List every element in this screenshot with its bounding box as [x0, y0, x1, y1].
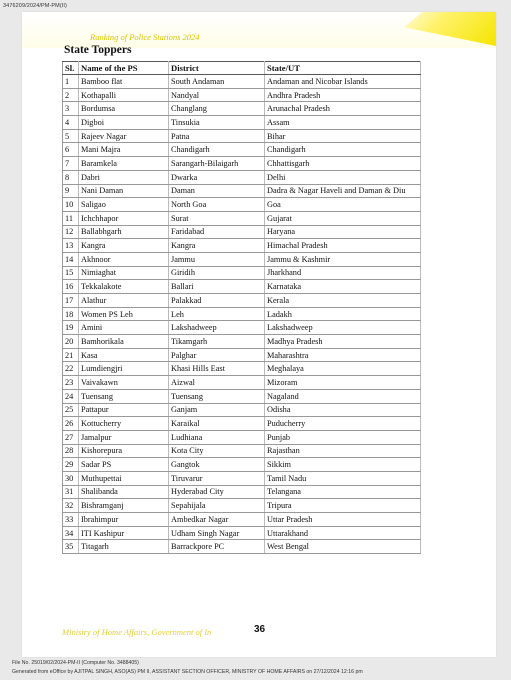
row-serial: 29	[63, 458, 79, 472]
row-state: Uttar Pradesh	[265, 513, 421, 527]
row-serial: 11	[63, 211, 79, 225]
table-row	[63, 526, 421, 540]
row-ps-name: Bordumsa	[79, 102, 169, 116]
row-district: Ballari	[169, 280, 265, 294]
row-state: Nagaland	[265, 389, 421, 403]
row-serial: 17	[63, 294, 79, 308]
table-row	[63, 252, 421, 266]
row-serial: 25	[63, 403, 79, 417]
column-header-sl: Sl.	[63, 62, 79, 75]
row-district: Tiruvarur	[169, 471, 265, 485]
row-state: Meghalaya	[265, 362, 421, 376]
row-district: Palghar	[169, 348, 265, 362]
table-row	[63, 430, 421, 444]
row-district: Ganjam	[169, 403, 265, 417]
row-state: Himachal Pradesh	[265, 239, 421, 253]
row-state: Lakshadweep	[265, 321, 421, 335]
generated-by-line: Generated from eOffice by AJITPAL SINGH, ASO(AS) PM II, ASSISTANT SECTION OFFICER, MINISTRY OF HOME AFFAIRS on 27/12/2024 12:16 pm	[12, 669, 363, 675]
row-serial: 22	[63, 362, 79, 376]
row-state: Chandigarh	[265, 143, 421, 157]
row-state: Ladakh	[265, 307, 421, 321]
row-district: Sarangarh-Bilaigarh	[169, 157, 265, 171]
row-serial: 23	[63, 376, 79, 390]
row-district: Sepahijala	[169, 499, 265, 513]
state-toppers-table	[62, 61, 421, 554]
row-ps-name: Shalibanda	[79, 485, 169, 499]
row-district: Gangtok	[169, 458, 265, 472]
row-serial: 2	[63, 88, 79, 102]
table-row	[63, 88, 421, 102]
table-row	[63, 266, 421, 280]
row-serial: 26	[63, 417, 79, 431]
table-row	[63, 513, 421, 527]
row-district: Ludhiana	[169, 430, 265, 444]
row-district: Faridabad	[169, 225, 265, 239]
row-serial: 5	[63, 129, 79, 143]
row-state: Haryana	[265, 225, 421, 239]
row-district: Hyderabad City	[169, 485, 265, 499]
table-row	[63, 280, 421, 294]
row-ps-name: Mani Majra	[79, 143, 169, 157]
row-serial: 21	[63, 348, 79, 362]
row-ps-name: Jamalpur	[79, 430, 169, 444]
row-serial: 27	[63, 430, 79, 444]
table-row	[63, 485, 421, 499]
row-state: West Bengal	[265, 540, 421, 554]
row-ps-name: Muthupettai	[79, 471, 169, 485]
row-serial: 13	[63, 239, 79, 253]
row-serial: 24	[63, 389, 79, 403]
row-district: Udham Singh Nagar	[169, 526, 265, 540]
table-body	[63, 75, 421, 554]
row-ps-name: Kishorepura	[79, 444, 169, 458]
row-district: Patna	[169, 129, 265, 143]
row-ps-name: Baramkela	[79, 157, 169, 171]
row-district: Changlang	[169, 102, 265, 116]
row-ps-name: Bishramganj	[79, 499, 169, 513]
row-ps-name: Dabri	[79, 170, 169, 184]
row-serial: 3	[63, 102, 79, 116]
row-serial: 10	[63, 198, 79, 212]
row-district: Kangra	[169, 239, 265, 253]
table-row	[63, 184, 421, 198]
file-reference-header: 3476209/2024/PM-PM(II)	[3, 3, 67, 9]
section-heading: State Toppers	[64, 44, 132, 56]
row-ps-name: Tekkalakote	[79, 280, 169, 294]
row-district: Ambedkar Nagar	[169, 513, 265, 527]
row-serial: 34	[63, 526, 79, 540]
row-serial: 32	[63, 499, 79, 513]
row-state: Arunachal Pradesh	[265, 102, 421, 116]
row-district: Tuensang	[169, 389, 265, 403]
row-serial: 8	[63, 170, 79, 184]
row-ps-name: Amini	[79, 321, 169, 335]
row-state: Delhi	[265, 170, 421, 184]
row-ps-name: Ichchhapor	[79, 211, 169, 225]
table-row	[63, 239, 421, 253]
row-district: Barrackpore PC	[169, 540, 265, 554]
row-district: Lakshadweep	[169, 321, 265, 335]
row-ps-name: Kothapalli	[79, 88, 169, 102]
table-row	[63, 403, 421, 417]
column-header-district: District	[169, 62, 265, 75]
row-district: Kota City	[169, 444, 265, 458]
footer-ministry: Ministry of Home Affairs, Government of In	[62, 627, 212, 637]
row-district: South Andaman	[169, 75, 265, 89]
row-ps-name: Akhnoor	[79, 252, 169, 266]
row-state: Punjab	[265, 430, 421, 444]
row-district: Palakkad	[169, 294, 265, 308]
table-row	[63, 294, 421, 308]
row-state: Assam	[265, 116, 421, 130]
table-row	[63, 143, 421, 157]
row-state: Puducherry	[265, 417, 421, 431]
row-district: Chandigarh	[169, 143, 265, 157]
row-ps-name: Rajeev Nagar	[79, 129, 169, 143]
row-serial: 9	[63, 184, 79, 198]
row-state: Tripura	[265, 499, 421, 513]
row-ps-name: Nimiaghat	[79, 266, 169, 280]
table-row	[63, 225, 421, 239]
row-state: Kerala	[265, 294, 421, 308]
table-row	[63, 321, 421, 335]
row-ps-name: Digboi	[79, 116, 169, 130]
row-serial: 31	[63, 485, 79, 499]
table-row	[63, 335, 421, 349]
row-state: Uttarakhand	[265, 526, 421, 540]
row-state: Bihar	[265, 129, 421, 143]
table-row	[63, 116, 421, 130]
row-serial: 35	[63, 540, 79, 554]
row-serial: 30	[63, 471, 79, 485]
table-row	[63, 129, 421, 143]
row-state: Andaman and Nicobar Islands	[265, 75, 421, 89]
row-ps-name: Bamhorikala	[79, 335, 169, 349]
row-ps-name: Titagarh	[79, 540, 169, 554]
row-ps-name: Kottucherry	[79, 417, 169, 431]
row-district: Aizwal	[169, 376, 265, 390]
row-state: Chhattisgarh	[265, 157, 421, 171]
row-serial: 6	[63, 143, 79, 157]
table-row	[63, 540, 421, 554]
column-header-name: Name of the PS	[79, 62, 169, 75]
row-state: Jharkhand	[265, 266, 421, 280]
row-state: Karnataka	[265, 280, 421, 294]
row-district: Karaikal	[169, 417, 265, 431]
row-serial: 28	[63, 444, 79, 458]
row-state: Rajasthan	[265, 444, 421, 458]
table-row	[63, 471, 421, 485]
column-header-state: State/UT	[265, 62, 421, 75]
row-district: North Goa	[169, 198, 265, 212]
table-row	[63, 362, 421, 376]
row-serial: 4	[63, 116, 79, 130]
table-row	[63, 307, 421, 321]
row-state: Sikkim	[265, 458, 421, 472]
table-row	[63, 376, 421, 390]
row-ps-name: Women PS Leh	[79, 307, 169, 321]
row-state: Goa	[265, 198, 421, 212]
table-row	[63, 389, 421, 403]
row-ps-name: Vaivakawn	[79, 376, 169, 390]
table-row	[63, 211, 421, 225]
row-ps-name: Alathur	[79, 294, 169, 308]
row-state: Gujarat	[265, 211, 421, 225]
row-state: Odisha	[265, 403, 421, 417]
row-ps-name: Kangra	[79, 239, 169, 253]
row-district: Leh	[169, 307, 265, 321]
row-district: Jammu	[169, 252, 265, 266]
row-state: Madhya Pradesh	[265, 335, 421, 349]
row-district: Giridih	[169, 266, 265, 280]
row-serial: 15	[63, 266, 79, 280]
row-serial: 16	[63, 280, 79, 294]
row-ps-name: Nani Daman	[79, 184, 169, 198]
row-serial: 12	[63, 225, 79, 239]
file-number-line: File No. 25019/02/2024-PM-II (Computer No. 3488405)	[12, 660, 139, 666]
table-row	[63, 348, 421, 362]
row-ps-name: ITI Kashipur	[79, 526, 169, 540]
row-ps-name: Bamboo flat	[79, 75, 169, 89]
document-header-title: Ranking of Police Stations 2024	[90, 32, 200, 42]
table-row	[63, 198, 421, 212]
row-state: Andhra Pradesh	[265, 88, 421, 102]
row-district: Tinsukia	[169, 116, 265, 130]
table-row	[63, 75, 421, 89]
row-state: Dadra & Nagar Haveli and Daman & Diu	[265, 184, 421, 198]
table-row	[63, 157, 421, 171]
table-row	[63, 170, 421, 184]
table-row	[63, 102, 421, 116]
table-row	[63, 458, 421, 472]
table-row	[63, 499, 421, 513]
row-ps-name: Ibrahimpur	[79, 513, 169, 527]
row-ps-name: Kasa	[79, 348, 169, 362]
row-district: Surat	[169, 211, 265, 225]
row-state: Telangana	[265, 485, 421, 499]
row-state: Mizoram	[265, 376, 421, 390]
row-serial: 14	[63, 252, 79, 266]
row-ps-name: Pattapur	[79, 403, 169, 417]
row-serial: 7	[63, 157, 79, 171]
table-row	[63, 444, 421, 458]
row-state: Tamil Nadu	[265, 471, 421, 485]
row-ps-name: Lumdiengjri	[79, 362, 169, 376]
row-ps-name: Saligao	[79, 198, 169, 212]
row-ps-name: Sadar PS	[79, 458, 169, 472]
row-district: Khasi Hills East	[169, 362, 265, 376]
row-district: Nandyal	[169, 88, 265, 102]
row-district: Daman	[169, 184, 265, 198]
row-serial: 20	[63, 335, 79, 349]
row-serial: 18	[63, 307, 79, 321]
row-district: Tikamgarh	[169, 335, 265, 349]
row-state: Maharashtra	[265, 348, 421, 362]
row-serial: 33	[63, 513, 79, 527]
row-district: Dwarka	[169, 170, 265, 184]
page-number: 36	[254, 624, 266, 635]
row-ps-name: Tuensang	[79, 389, 169, 403]
row-serial: 19	[63, 321, 79, 335]
table-row	[63, 417, 421, 431]
table-header-row	[63, 62, 421, 75]
row-serial: 1	[63, 75, 79, 89]
row-state: Jammu & Kashmir	[265, 252, 421, 266]
row-ps-name: Ballabhgarh	[79, 225, 169, 239]
